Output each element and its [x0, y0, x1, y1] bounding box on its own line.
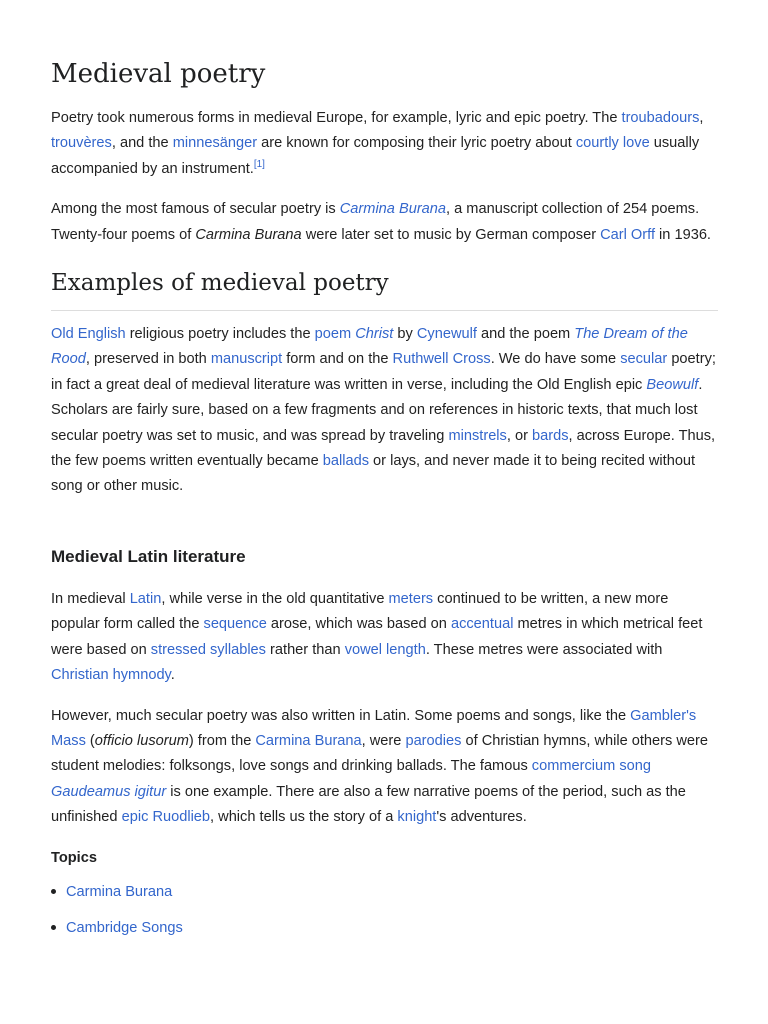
link-commercium-song[interactable]: commercium song: [531, 758, 652, 775]
link-christian-hymnody[interactable]: Christian hymnody: [51, 667, 171, 684]
link-dream-of-the-rood[interactable]: The Dream of the Rood: [51, 326, 688, 368]
link-ruthwell-cross[interactable]: Ruthwell Cross: [392, 351, 491, 368]
link-vowel-length[interactable]: vowel length: [344, 641, 426, 658]
topics-list: [51, 870, 718, 946]
link-knight[interactable]: knight: [397, 809, 437, 826]
bullet-icon: [51, 925, 56, 930]
link-cynewulf[interactable]: Cynewulf: [416, 326, 477, 343]
link-trouveres[interactable]: trouvères: [51, 135, 112, 152]
latin-paragraph-1: In medieval Latin, while verse in the old quantitative meters continued to be written, a new more popular form called the sequence arose, which was based on accentual metres in which metrical feet were based on stressed syllables rather than vowel length. These metres were associated with Christian hymnody.: [51, 590, 703, 684]
examples-paragraph: Old English religious poetry includes the poem Christ by Cynewulf and the poem The Dream of the Rood, preserved in both manuscript form and on the Ruthwell Cross. We do have some secular poetry; in fact a great deal of medieval literature was written in verse, including the Old English epic Beowulf. Scholars are fairly sure, based on a few fragments and on references in historic texts, that much lost secular poetry was set to music, and was spread by traveling minstrels, or bards, across Europe. Thus, the few poems written eventually became ballads or lays, and never made it to being recited without song or other music.: [51, 326, 716, 495]
page-title: Medieval poetry: [51, 59, 266, 89]
link-secular[interactable]: secular: [620, 351, 668, 368]
link-courtly-love[interactable]: courtly love: [575, 135, 650, 152]
link-accentual[interactable]: accentual: [450, 616, 514, 633]
link-epic[interactable]: epic: [121, 809, 149, 826]
link-manuscript[interactable]: manuscript: [210, 351, 283, 368]
link-bards[interactable]: bards: [532, 427, 569, 444]
reference-link-1[interactable]: [1]: [253, 158, 265, 170]
intro-paragraph: Poetry took numerous forms in medieval Europe, for example, lyric and epic poetry. The troubadours, trouvères, and the minnesänger are known for composing their lyric poetry about courtly love usually accompanied by an instrument.[1]: [51, 110, 704, 177]
bullet-icon: [51, 889, 56, 894]
link-latin[interactable]: Latin: [129, 590, 162, 607]
link-minnesanger[interactable]: minnesänger: [172, 135, 258, 152]
link-old-english[interactable]: Old English: [51, 326, 126, 343]
list-item: [66, 910, 718, 946]
link-ruodlieb[interactable]: Ruodlieb: [152, 809, 211, 826]
topic-link-carmina-burana[interactable]: Carmina Burana: [66, 883, 173, 900]
link-minstrels[interactable]: minstrels: [448, 427, 507, 444]
link-carmina-burana[interactable]: Carmina Burana: [339, 201, 447, 218]
link-christ[interactable]: Christ: [355, 326, 394, 343]
list-item: [66, 874, 718, 910]
link-ballads[interactable]: ballads: [322, 453, 369, 470]
link-troubadours[interactable]: troubadours: [621, 110, 700, 126]
link-gaudeamus-igitur[interactable]: Gaudeamus igitur: [51, 783, 167, 800]
topic-link-cambridge-songs[interactable]: Cambridge Songs: [66, 919, 183, 936]
link-gamblers-mass[interactable]: Gambler's Mass: [51, 707, 697, 749]
subsection-heading-latin: Medieval Latin literature: [51, 546, 246, 566]
carmina-paragraph: Among the most famous of secular poetry is Carmina Burana, a manuscript collection of 254 poems. Twenty-four poems of Carmina Burana were later set to music by German composer Carl Orff in 1936.: [51, 201, 711, 243]
link-stressed-syllables[interactable]: stressed syllables: [150, 641, 266, 658]
link-poem[interactable]: poem: [314, 326, 352, 343]
section-heading-examples: Examples of medieval poetry: [51, 248, 718, 311]
link-beowulf[interactable]: Beowulf: [646, 376, 699, 393]
link-carl-orff[interactable]: Carl Orff: [600, 226, 655, 243]
link-parodies[interactable]: parodies: [405, 732, 462, 749]
link-sequence[interactable]: sequence: [203, 616, 267, 633]
latin-paragraph-2: However, much secular poetry was also written in Latin. Some poems and songs, like the Gambler's Mass (officio lusorum) from the Carmina Burana, were parodies of Christian hymns, while others were student melodies: folksongs, love songs and drinking ballads. The famous commercium song Gaudeamus igitur is one example. There are also a few narrative poems of the period, such as the unfinished epic Ruodlieb, which tells us the story of a knight's adventures.: [51, 707, 709, 826]
link-meters[interactable]: meters: [388, 590, 434, 607]
topics-heading: Topics: [51, 849, 97, 866]
link-carmina-burana-2[interactable]: Carmina Burana: [255, 732, 362, 749]
